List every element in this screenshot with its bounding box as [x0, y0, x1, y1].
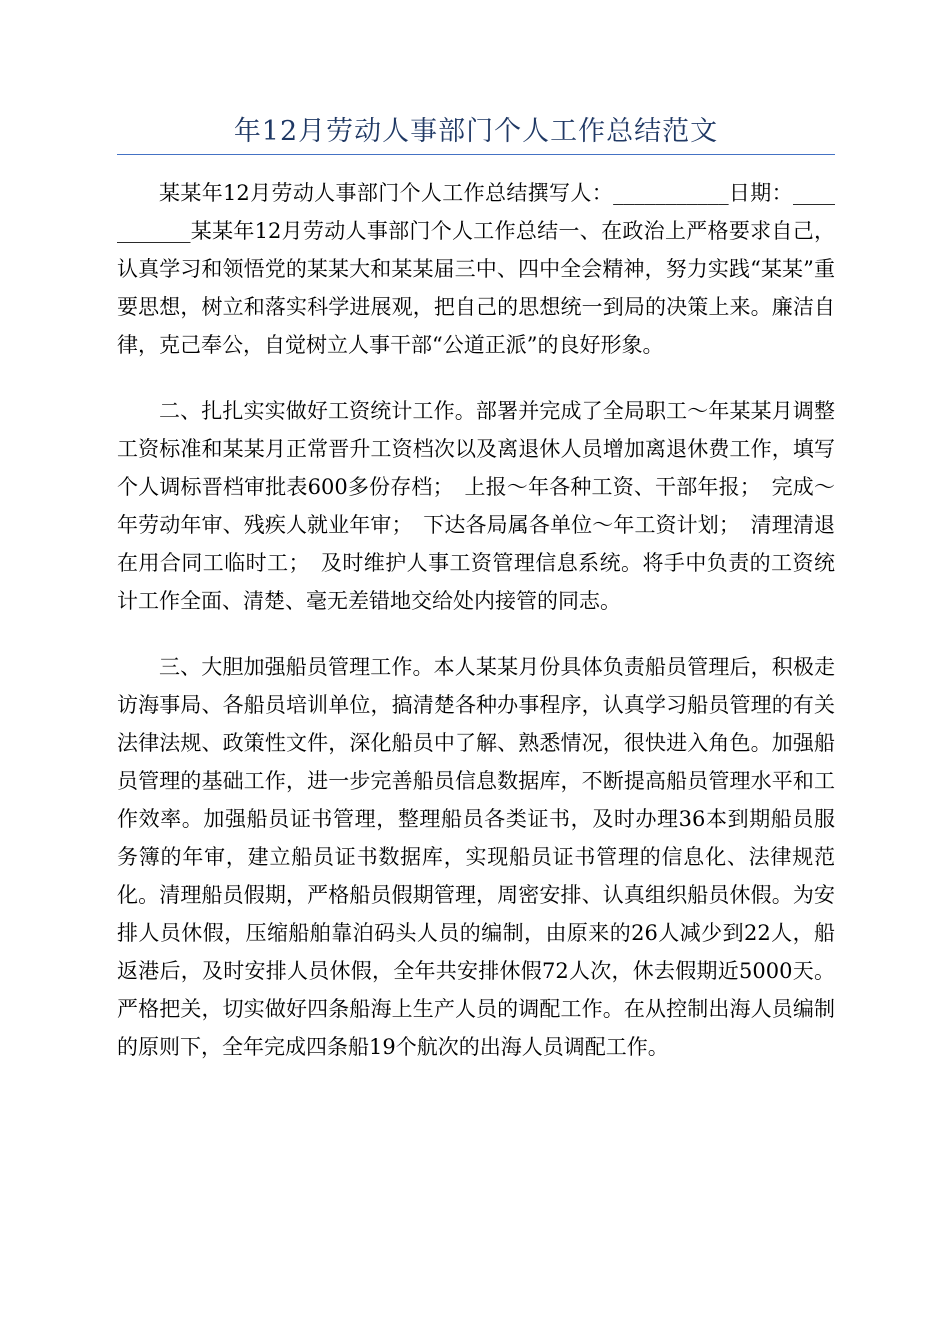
paragraph-intro: 某某年12月劳动人事部门个人工作总结撰写人：___________日期：___________某某年12月劳动人事部门个人工作总结一、在政治上严格要求自己，认真学习和领悟党的某某大和某某届三中、四中全会精神，努力实践“某某”重要思想，树立和落实科学进展观，把自己的思想统一到局的决策上来。廉洁自律，克己奉公，自觉树立人事干部“公道正派”的良好形象。 — [117, 181, 835, 357]
document-body — [117, 174, 835, 1094]
document-title: 年12月劳动人事部门个人工作总结范文 — [233, 116, 719, 147]
title-underline — [117, 154, 835, 155]
paragraph-crew-management: 三、大胆加强船员管理工作。本人某某月份具体负责船员管理后，积极走访海事局、各船员培训单位，搞清楚各种办事程序，认真学习船员管理的有关法律法规、政策性文件，深化船员中了解、熟悉情况，很快进入角色。加强船员管理的基础工作，进一步完善船员信息数据库，不断提高船员管理水平和工作效率。加强船员证书管理，整理船员各类证书，及时办理36本到期船员服务簿的年审，建立船员证书数据库，实现船员证书管理的信息化、法律规范化。清理船员假期，严格船员假期管理，周密安排、认真组织船员休假。为安排人员休假，压缩船舶靠泊码头人员的编制，由原来的26人减少到22人，船返港后，及时安排人员休假，全年共安排休假72人次，休去假期近5000天。严格把关，切实做好四条船海上生产人员的调配工作。在从控制出海人员编制的原则下，全年完成四条船19个航次的出海人员调配工作。 — [117, 655, 835, 1059]
paragraph-wage-statistics: 二、扎扎实实做好工资统计工作。部署并完成了全局职工～年某某月调整工资标准和某某月正常晋升工资档次以及离退休人员增加离退休费工作，填写个人调标晋档审批表600多份存档； 上报～年各种工资、干部年报； 完成～年劳动年审、残疾人就业年审； 下达各局属各单位～年工资计划； 清理清退在用合同工临时工； 及时维护人事工资管理信息系统。将手中负责的工资统计工作全面、清楚、毫无差错地交给处内接管的同志。 — [117, 399, 835, 613]
